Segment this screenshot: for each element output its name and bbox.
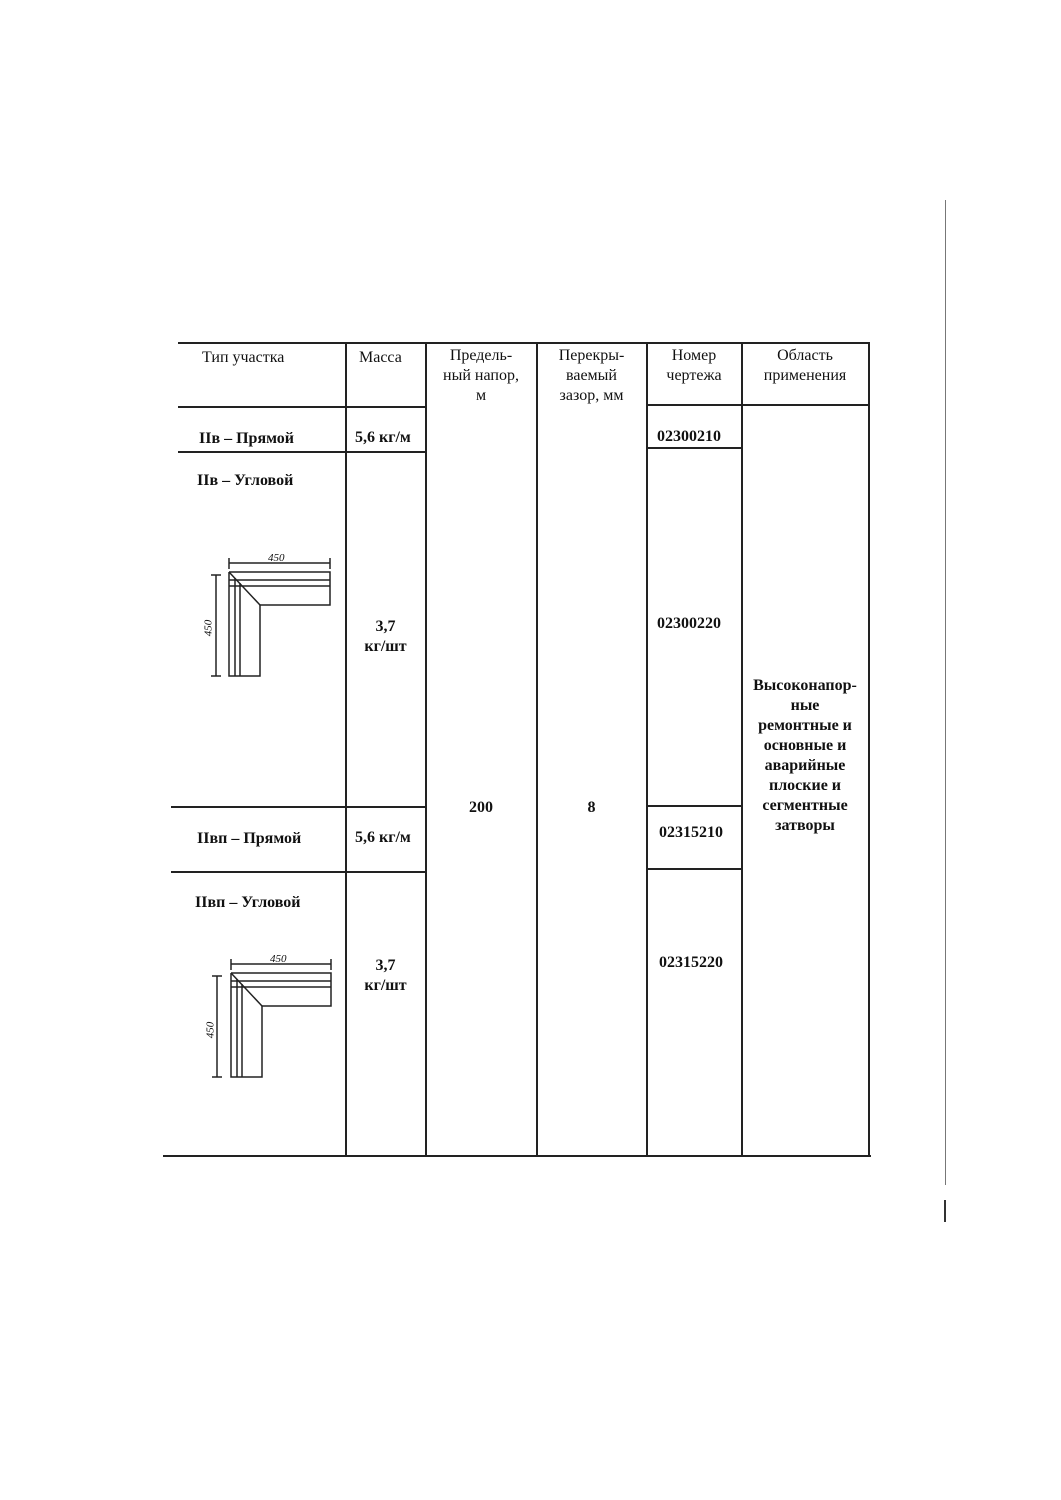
header-area-line1: Область xyxy=(777,347,833,364)
area-line8: затворы xyxy=(775,817,835,834)
margin-scan-line xyxy=(945,200,946,1185)
area-line4: основные и xyxy=(763,737,847,754)
row3-mass: 5,6 кг/м xyxy=(355,829,411,846)
row1-type: IIв – Прямой xyxy=(199,430,294,447)
header-head-line2: ный напор, xyxy=(443,367,519,384)
header-mass: Масса xyxy=(359,349,402,366)
row4-drawing: 02315220 xyxy=(659,954,723,971)
row3-drawing: 02315210 xyxy=(659,824,723,841)
header-head-line1: Предель- xyxy=(449,347,513,364)
corner2-dim-h: 450 xyxy=(270,953,287,965)
gap-value: 8 xyxy=(587,799,596,816)
area-line3: ремонтные и xyxy=(758,717,852,734)
row2-mass-value: 3,7 xyxy=(375,618,396,635)
header-drawing-line2: чертежа xyxy=(666,367,722,384)
area-line1: Высоконапор- xyxy=(753,677,857,694)
area-line2: ные xyxy=(790,697,820,714)
row2-type: IIв – Угловой xyxy=(197,472,294,489)
application-area xyxy=(742,676,868,836)
row4-mass-value: 3,7 xyxy=(375,957,396,974)
area-line7: сегментные xyxy=(762,797,848,814)
margin-scan-mark xyxy=(944,1200,946,1222)
header-gap-line3: зазор, мм xyxy=(559,387,624,404)
row2-drawing: 02300220 xyxy=(657,615,721,632)
row2-mass-unit: кг/шт xyxy=(364,638,407,655)
row1-drawing: 02300210 xyxy=(657,428,721,445)
area-line5: аварийные xyxy=(764,757,846,774)
corner2-dim-v: 450 xyxy=(204,1021,217,1039)
header-drawing-line1: Номер xyxy=(671,347,717,364)
row4-mass-unit: кг/шт xyxy=(364,977,407,994)
header-head-line3: м xyxy=(475,387,487,404)
row1-mass: 5,6 кг/м xyxy=(355,429,411,446)
header-area-line2: применения xyxy=(763,367,847,384)
header-gap-line1: Перекры- xyxy=(558,347,625,364)
row4-type: IIвп – Угловой xyxy=(195,894,301,911)
area-line6: плоские и xyxy=(768,777,842,794)
corner1-dim-v: 450 xyxy=(202,619,215,637)
corner1-dim-h: 450 xyxy=(268,552,285,564)
header-gap-line2: ваемый xyxy=(566,367,617,384)
head-value: 200 xyxy=(469,799,493,816)
header-type: Тип участка xyxy=(202,349,285,366)
row3-type: IIвп – Прямой xyxy=(197,830,302,847)
